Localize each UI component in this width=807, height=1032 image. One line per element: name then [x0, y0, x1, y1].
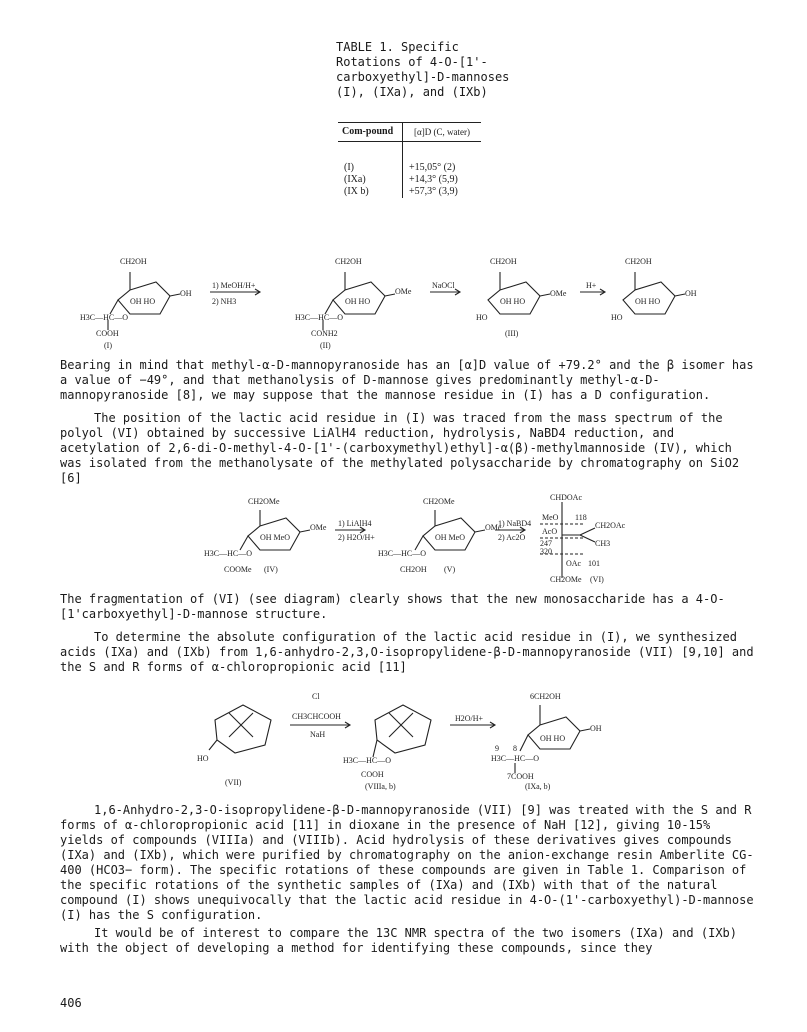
svg-text:CH2OH: CH2OH: [335, 257, 362, 266]
table-col2-header: [α]D (C, water): [414, 127, 470, 137]
svg-text:OAc: OAc: [566, 559, 582, 568]
svg-text:H3C—HC—O: H3C—HC—O: [295, 313, 344, 322]
svg-text:OH HO: OH HO: [635, 297, 661, 306]
svg-text:2) NH3: 2) NH3: [212, 297, 237, 306]
svg-text:Cl: Cl: [312, 692, 320, 701]
svg-text:247: 247: [540, 539, 552, 548]
paragraph-2: The position of the lactic acid residue in (I) was traced from the mass spectrum of the polyol (VI) obtained by successive LiAlH4 reduction, hydrolysis, NaBD4 reduction, and acetylation of 2,6-di-O-methyl-4-O-[1'-(carboxymethyl)ethyl]-α(β)-methylmannoside (IV), which was isolated from the methanolysate of the methylated polysaccharide by chromatography on SiO2 [6]: [60, 411, 740, 485]
svg-text:HO: HO: [197, 754, 209, 763]
table-col1-header: Com-pound: [338, 123, 403, 142]
svg-text:HO: HO: [611, 313, 623, 322]
svg-text:9: 9: [495, 744, 499, 753]
svg-text:CH2OH: CH2OH: [625, 257, 652, 266]
svg-text:(V): (V): [444, 565, 456, 574]
svg-text:OMe: OMe: [550, 289, 567, 298]
svg-text:OMe: OMe: [485, 523, 502, 532]
paragraph-1: Bearing in mind that methyl-α-D-mannopyranoside has an [α]D value of +79.2° and the β isomer has a value of −49°, and that methanolysis of D-mannose gives predominantly methyl-α-D-mannopyranoside [8], we may suppose that the mannose residue in (I) has a D configuration.: [60, 358, 754, 402]
svg-text:OH HO: OH HO: [500, 297, 526, 306]
svg-text:(VI): (VI): [590, 575, 604, 584]
svg-text:OMe: OMe: [310, 523, 327, 532]
svg-text:OH: OH: [590, 724, 602, 733]
page-number: 406: [60, 996, 82, 1010]
svg-text:H+: H+: [586, 281, 597, 290]
scheme-1: [60, 250, 760, 350]
svg-text:CH2OMe: CH2OMe: [248, 497, 280, 506]
svg-text:COOH: COOH: [361, 770, 384, 779]
scheme-2: [190, 490, 690, 585]
svg-text:OH: OH: [180, 289, 192, 298]
svg-text:CH3CHCOOH: CH3CHCOOH: [292, 712, 341, 721]
scheme-3: [195, 685, 755, 795]
svg-text:320: 320: [540, 547, 552, 556]
svg-text:118: 118: [575, 513, 587, 522]
svg-text:(IV): (IV): [264, 565, 278, 574]
svg-text:1) LiAlH4: 1) LiAlH4: [338, 519, 372, 528]
svg-text:CONH2: CONH2: [311, 329, 338, 338]
table-row: (IX b) +57,3° (3,9): [338, 186, 481, 198]
svg-text:(II): (II): [320, 341, 331, 350]
paragraph-4: To determine the absolute configuration of the lactic acid residue in (I), we synthesized acids (IXa) and (IXb) from 1,6-anhydro-2,3,O-isopropylidene-β-D-mannopyranoside (VII) [9,10] and the S and R forms of α-chloropropionic acid [11]: [60, 630, 754, 674]
svg-text:H2O/H+: H2O/H+: [455, 714, 484, 723]
paragraph-6: It would be of interest to compare the 13C NMR spectra of the two isomers (IXa) and (IXb) with the object of developing a method for identifying these compounds, since they: [60, 926, 737, 955]
table-row: (I) +15,05° (2): [338, 162, 481, 174]
svg-text:CH2OAc: CH2OAc: [595, 521, 626, 530]
svg-text:1) MeOH/H+: 1) MeOH/H+: [212, 281, 256, 290]
svg-text:HO: HO: [476, 313, 488, 322]
svg-text:NaH: NaH: [310, 730, 326, 739]
svg-text:7COOH: 7COOH: [507, 772, 534, 781]
svg-text:6CH2OH: 6CH2OH: [530, 692, 561, 701]
table-caption: TABLE 1. Specific Rotations of 4-O-[1'-carboxyethyl]-D-mannoses (I), (IXa), and (IXb): [336, 40, 510, 99]
svg-text:8: 8: [513, 744, 517, 753]
svg-text:OH HO: OH HO: [130, 297, 156, 306]
svg-text:CHDOAc: CHDOAc: [550, 493, 582, 502]
paragraph-5: 1,6-Anhydro-2,3-O-isopropylidene-β-D-mannopyranoside (VII) [9] was treated with the S and R forms of α-chloropropionic acid [11] in dioxane in the presence of NaH [12], giving 10-15% yields of compounds (VIIIa) and (VIIIb). Acid hydrolysis of these derivatives gives compounds (IXa) and (IXb), which were purified by chromatography on the anion-exchange resin Amberlite CG-400 (HCO3− form). The specific rotations of these compounds are given in Table 1. Comparison of the specific rotations of the synthetic samples of (IXa) and (IXb) with that of the natural compound (I) shows unequivocally that the lactic acid residue in 4-O-(1'-carboxyethyl)-D-mannose (I) has the S configuration.: [60, 803, 754, 922]
svg-text:OH MeO: OH MeO: [260, 533, 290, 542]
svg-text:(VII): (VII): [225, 778, 242, 787]
svg-text:1) NaBD4: 1) NaBD4: [498, 519, 532, 528]
svg-text:MeO: MeO: [542, 513, 559, 522]
svg-text:H3C—HC—O: H3C—HC—O: [204, 549, 253, 558]
svg-text:(III): (III): [505, 329, 519, 338]
svg-text:COOMe: COOMe: [224, 565, 252, 574]
svg-text:2) Ac2O: 2) Ac2O: [498, 533, 526, 542]
table-row: (IXa) +14,3° (5,9): [338, 174, 481, 186]
svg-text:OH MeO: OH MeO: [435, 533, 465, 542]
paragraph-3: The fragmentation of (VI) (see diagram) clearly shows that the new monosaccharide has a 4-O-[1'carboxyethyl]-D-mannose structure.: [60, 592, 725, 621]
svg-text:OMe: OMe: [395, 287, 412, 296]
svg-text:CH2OMe: CH2OMe: [423, 497, 455, 506]
svg-text:H3C—HC—O: H3C—HC—O: [80, 313, 129, 322]
svg-text:COOH: COOH: [96, 329, 119, 338]
svg-text:H3C—HC—O: H3C—HC—O: [491, 754, 540, 763]
svg-text:AcO: AcO: [542, 527, 558, 536]
svg-text:CH3: CH3: [595, 539, 611, 548]
svg-text:H3C—HC—O: H3C—HC—O: [343, 756, 392, 765]
svg-text:(I): (I): [104, 341, 112, 350]
svg-text:2) H2O/H+: 2) H2O/H+: [338, 533, 375, 542]
svg-text:CH2OH: CH2OH: [490, 257, 517, 266]
svg-text:101: 101: [588, 559, 600, 568]
svg-text:(VIIIa, b): (VIIIa, b): [365, 782, 396, 791]
svg-text:OH HO: OH HO: [345, 297, 371, 306]
svg-text:OH HO: OH HO: [540, 734, 566, 743]
svg-text:CH2OMe: CH2OMe: [550, 575, 582, 584]
svg-text:CH2OH: CH2OH: [400, 565, 427, 574]
svg-text:(IXa, b): (IXa, b): [525, 782, 551, 791]
rotation-table: [338, 122, 481, 198]
svg-text:H3C—HC—O: H3C—HC—O: [378, 549, 427, 558]
svg-text:OH: OH: [685, 289, 697, 298]
svg-text:NaOCl: NaOCl: [432, 281, 455, 290]
svg-text:CH2OH: CH2OH: [120, 257, 147, 266]
